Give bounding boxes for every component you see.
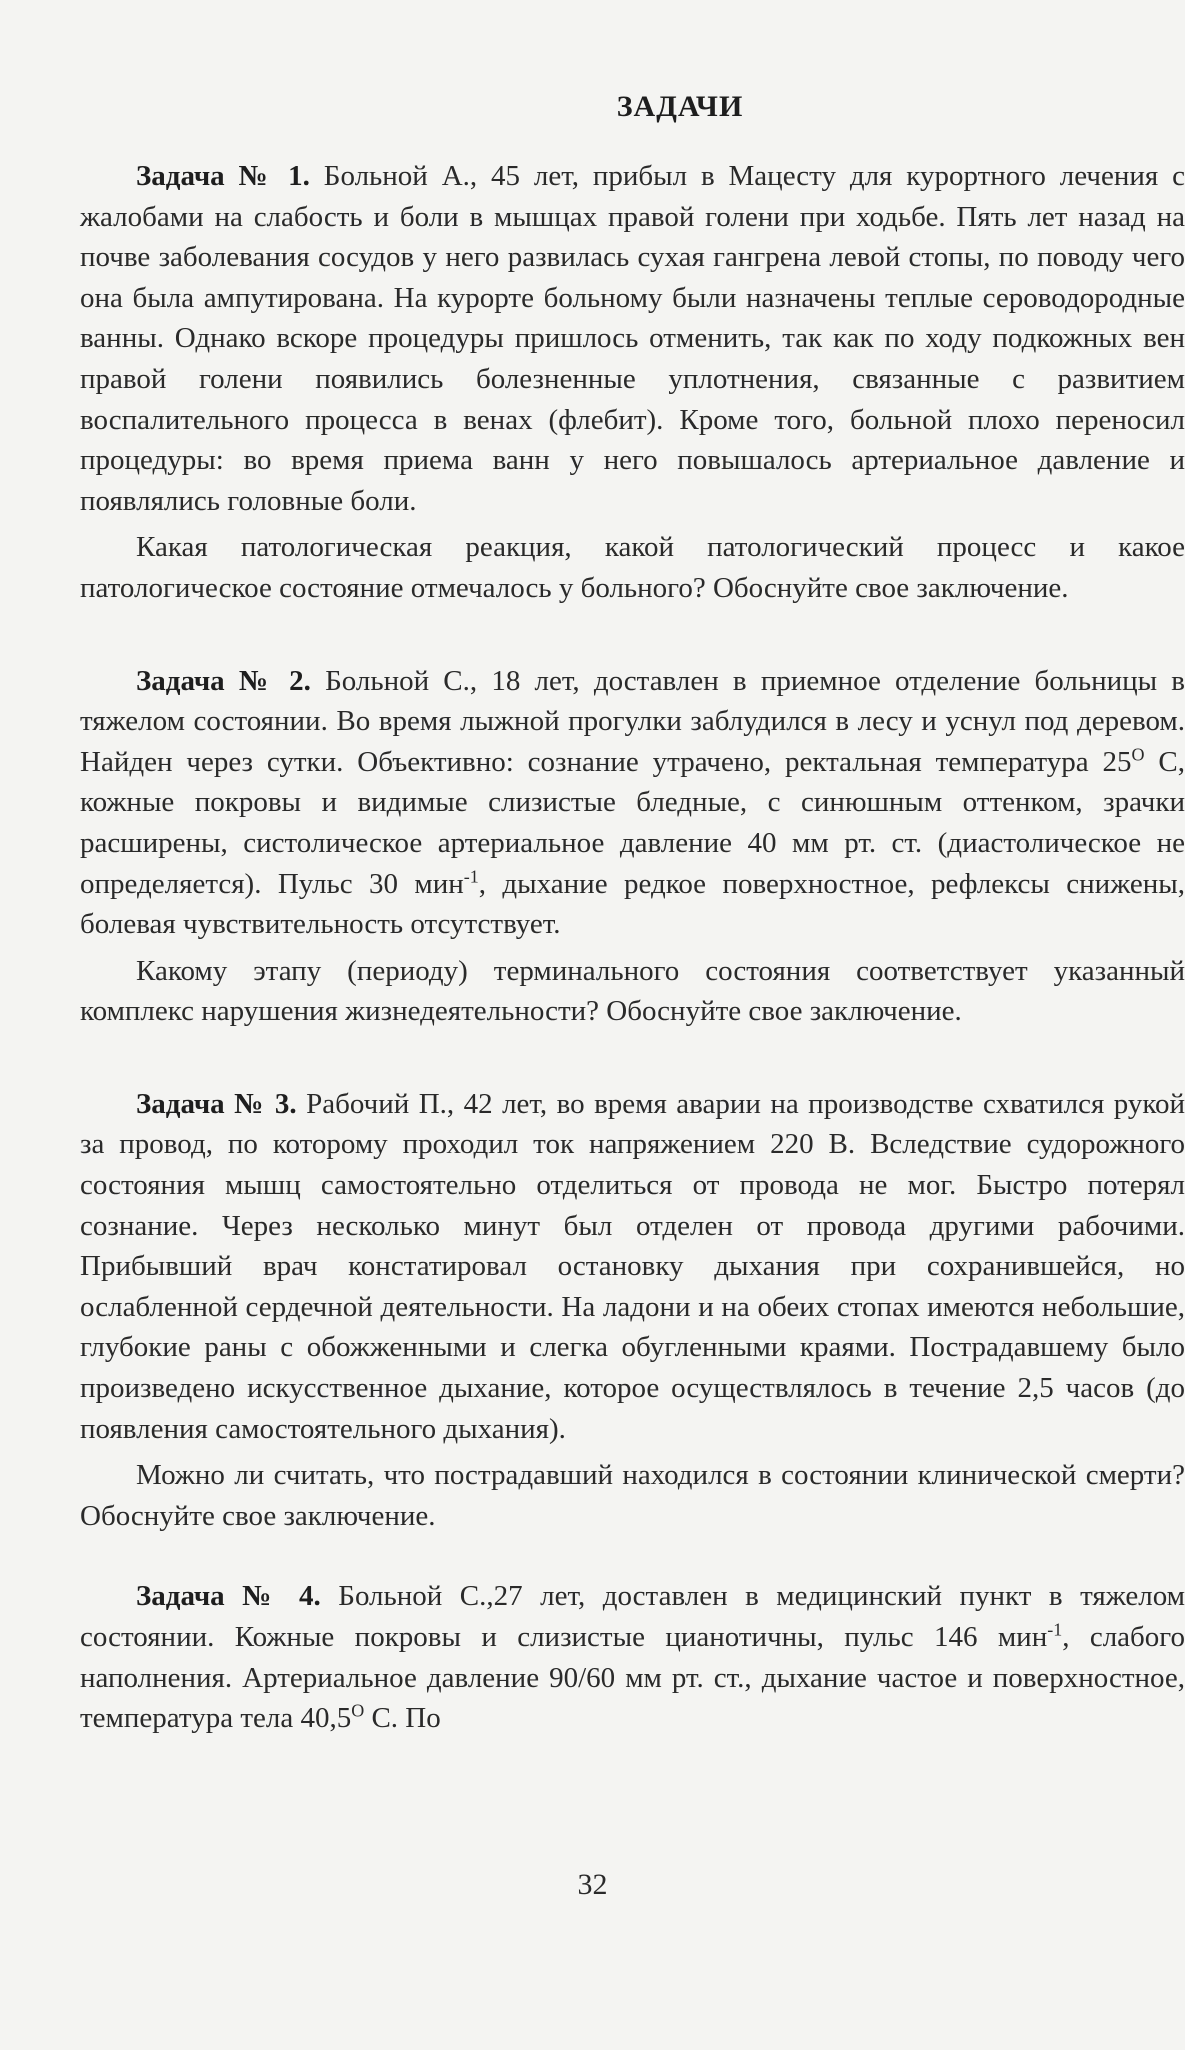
per-minute-exponent: -1	[463, 865, 479, 886]
per-minute-exponent: -1	[1047, 1619, 1063, 1640]
task-2	[80, 661, 1185, 1032]
task-2-question: Какому этапу (периоду) терминального состояния соответствует указанный комплекс нарушения жизнедеятельности? Обоснуйте свое заключение.	[80, 954, 1185, 1028]
task-4-text-a: Больной С.,27 лет, доставлен в медицинский пункт в тяжелом состоянии. Кожные покровы и слизистые цианотичны, пульс 146 мин	[80, 1580, 1185, 1653]
task-3-body	[80, 1084, 1185, 1449]
task-1	[80, 156, 1185, 609]
task-2-text-a: Больной С., 18 лет, доставлен в приемное отделение больницы в тяжелом состоянии. Во время лыжной прогулки заблудился в лесу и уснул под деревом. Найден через сутки. Объективно: сознание утрачено, ректальная температура 25	[80, 664, 1185, 778]
task-3-text: Рабочий П., 42 лет, во время аварии на производстве схватился рукой за провод, по которому проходил ток напряжением 220 В. Вследствие судорожного состояния мышц самостоятельно отделиться от провода не мог. Быстро потерял сознание. Через несколько минут был отделен от провода другими рабочими. Прибывший врач констатировал остановку дыхания при сохранившейся, но ослабленной сердечной деятельности. На ладони и на обеих стопах имеются небольшие, глубокие раны с обожженными и слегка обугленными краями. Пострадавшему было произведено искусственное дыхание, которое осуществлялось в течение 2,5 часов (до появления самостоятельного дыхания).	[80, 1087, 1185, 1445]
task-3	[80, 1084, 1185, 1537]
document-page	[80, 90, 1185, 1739]
task-3-label: Задача № 3.	[136, 1087, 297, 1120]
task-4	[80, 1576, 1185, 1738]
task-4-body	[80, 1576, 1185, 1738]
task-1-label: Задача № 1.	[136, 160, 310, 192]
page-title: ЗАДАЧИ	[616, 90, 744, 123]
task-1-text: Больной А., 45 лет, прибыл в Мацесту для курортного лечения с жалобами на слабость и боли в мышцах правой голени при ходьбе. Пять лет назад на почве заболевания сосудов у него развилась сухая гангрена левой стопы, по поводу чего она была ампутирована. На курорте больному были назначены теплые сероводородные ванны. Однако вскоре процедуры пришлось отменить, так как по ходу подкожных вен правой голени появились болезненные уплотнения, связанные с развитием воспалительного процесса в венах (флебит). Кроме того, больной плохо переносил процедуры: во время приема ванн у него повышалось артериальное давление и появлялись головные боли.	[80, 160, 1185, 517]
task-3-question: Можно ли считать, что пострадавший находился в состоянии клинической смерти? Обоснуйте свое заключение.	[80, 1459, 1185, 1532]
task-1-body	[80, 156, 1185, 521]
page-number: 32	[577, 1868, 608, 1901]
task-4-label: Задача № 4.	[136, 1580, 321, 1613]
task-1-question: Какая патологическая реакция, какой патологический процесс и какое патологическое состояние отмечалось у больного? Обоснуйте свое заключение.	[80, 531, 1185, 604]
degree-sign: O	[351, 1700, 365, 1721]
task-2-text-c: , дыхание редкое поверхностное, рефлексы снижены, болевая чувствительность отсутствует.	[80, 867, 1185, 941]
task-4-text-c: С. По	[364, 1702, 441, 1735]
degree-sign: O	[1131, 744, 1145, 765]
task-2-body	[80, 661, 1185, 945]
task-2-label: Задача № 2.	[136, 664, 311, 697]
task-2-text-b: С, кожные покровы и видимые слизистые бледные, с синюшным оттенком, зрачки расширены, систолическое артериальное давление 40 мм рт. ст. (диастолическое не определяется). Пульс 30 мин	[80, 745, 1185, 900]
task-4-text-b: , слабого наполнения. Артериальное давление 90/60 мм рт. ст., дыхание частое и поверхностное, температура тела 40,5	[80, 1621, 1185, 1735]
